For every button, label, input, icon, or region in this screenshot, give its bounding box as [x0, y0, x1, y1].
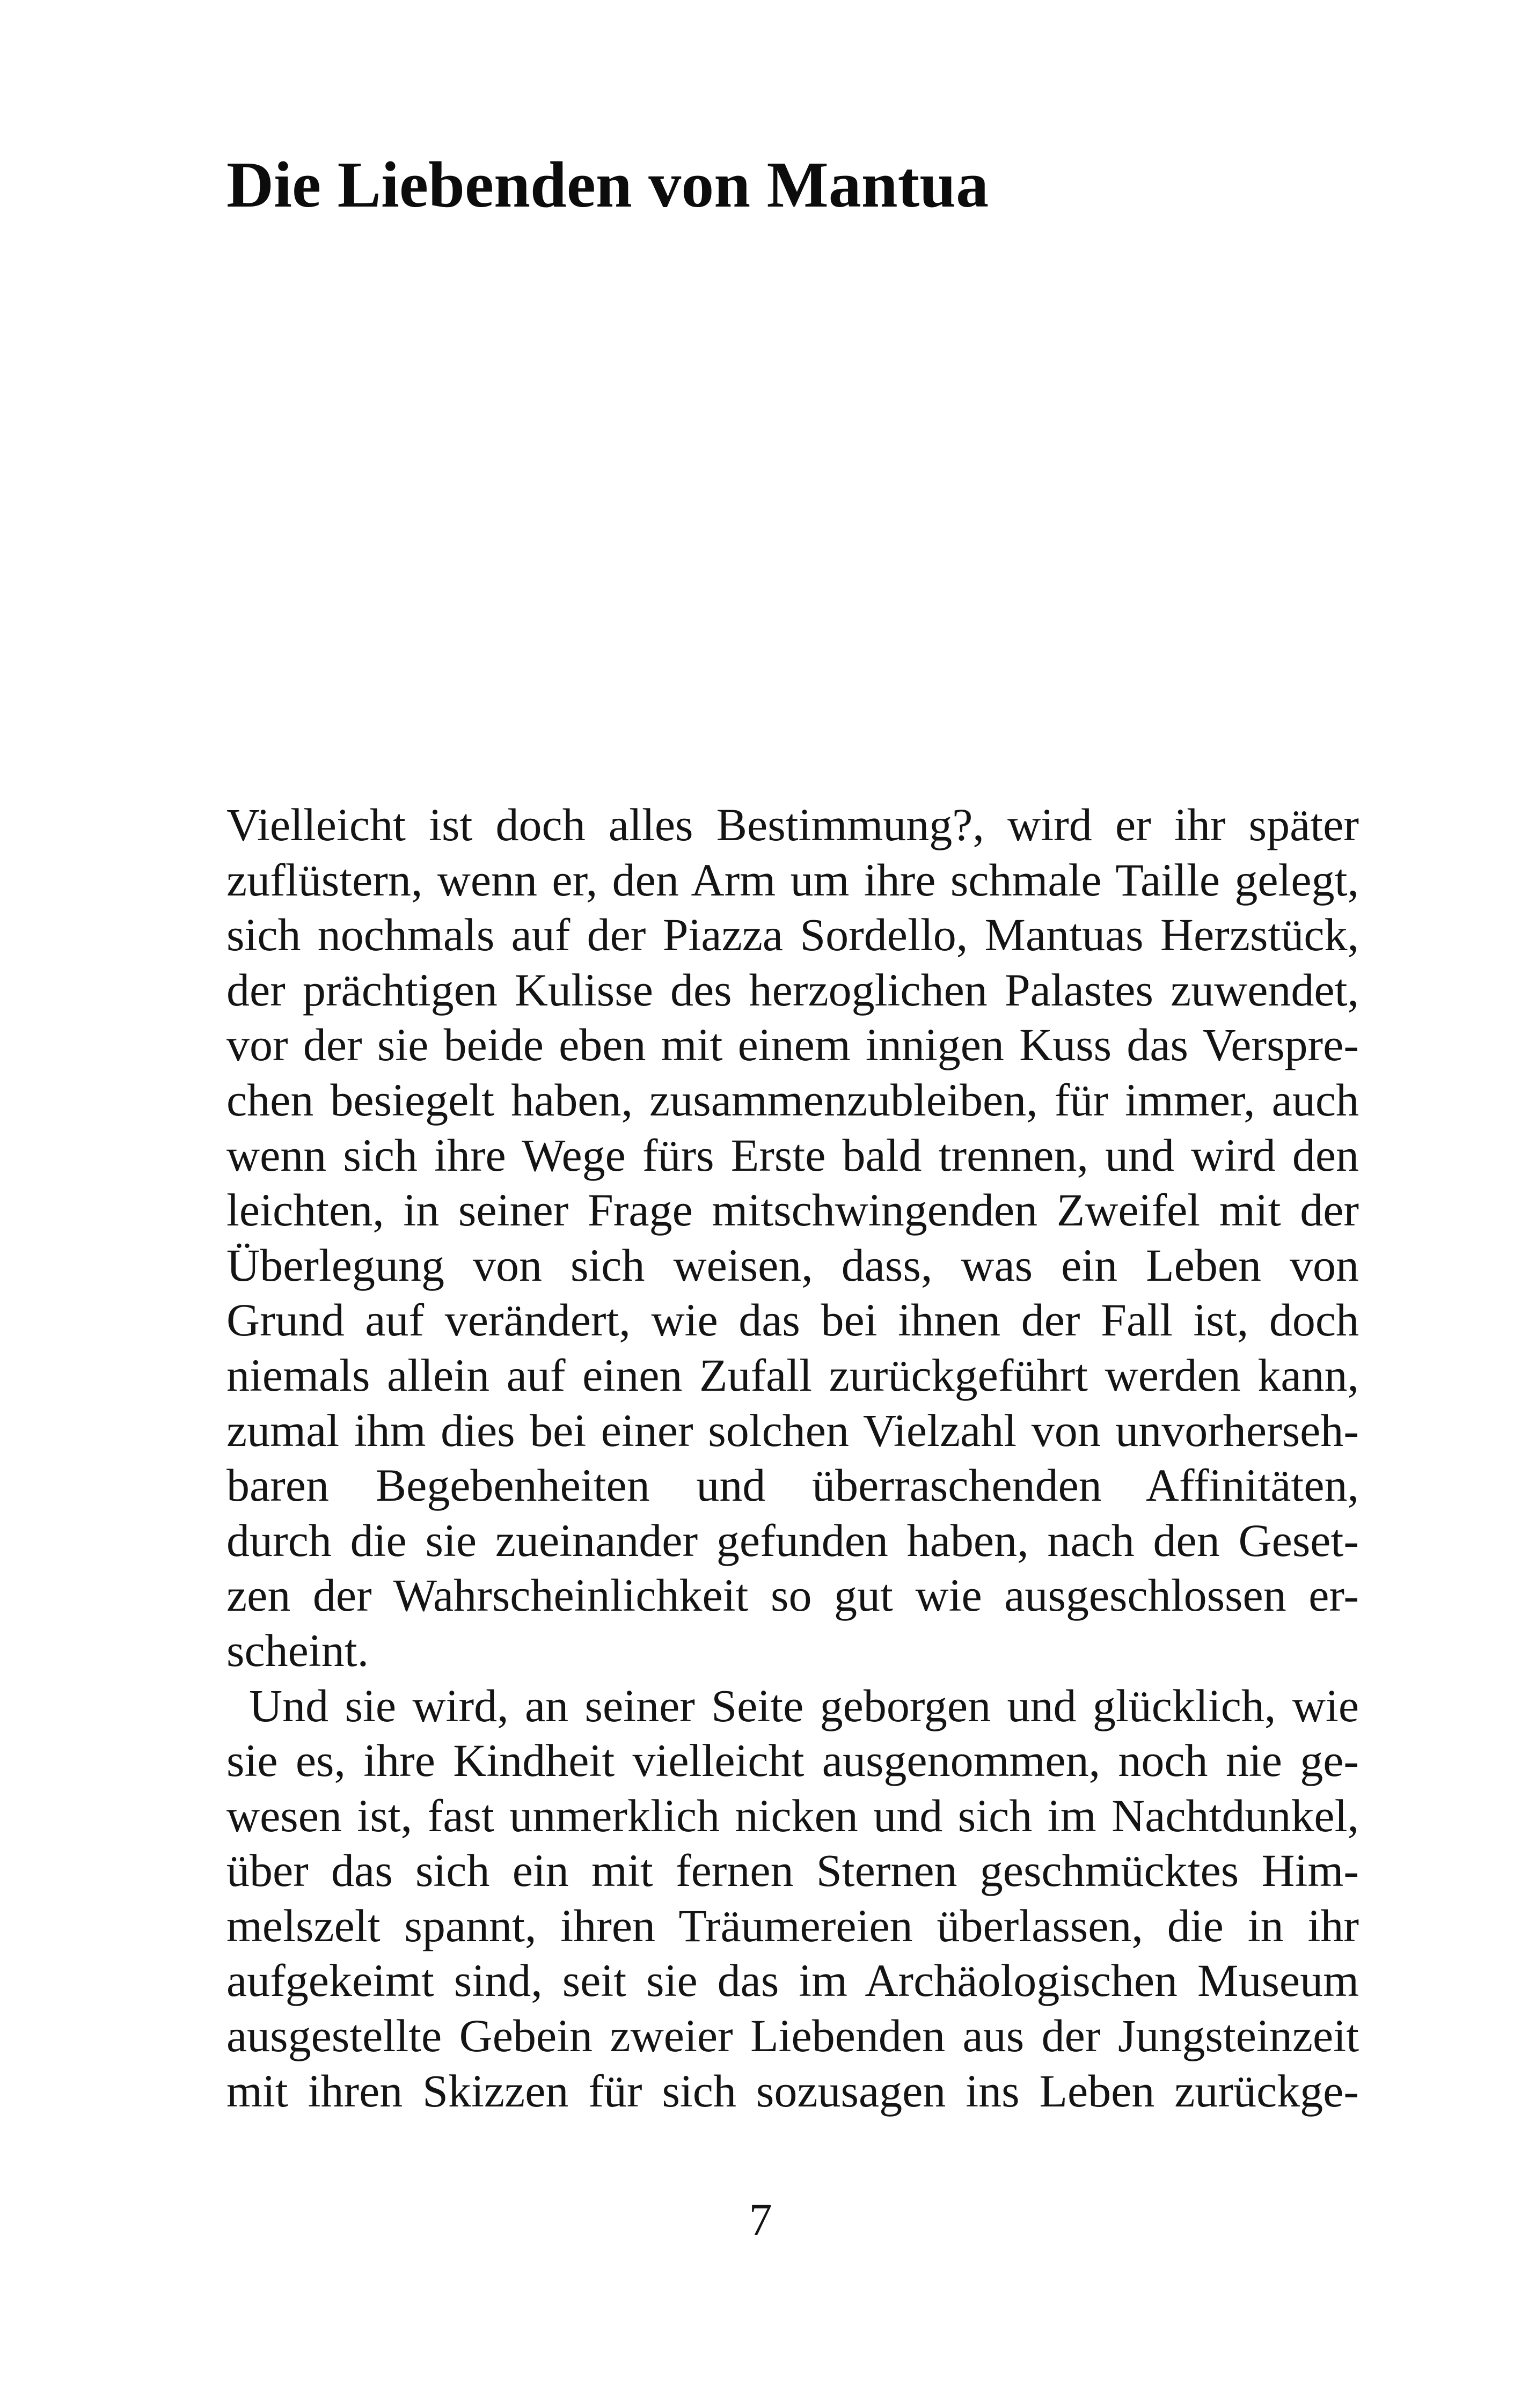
text-line: sich nochmals auf der Piazza Sordello, Mantuas Herzstück, — [226, 909, 1359, 961]
text-line: wesen ist, fast unmerklich nicken und sich im Nachtdunkel, — [226, 1789, 1359, 1841]
text-line: niemals allein auf einen Zufall zurückgeführt werden kann, — [226, 1349, 1359, 1401]
text-line: baren Begebenheiten und überraschenden Affinitäten, — [226, 1459, 1359, 1511]
text-line: Und sie wird, an seiner Seite geborgen und glücklich, wie — [249, 1679, 1359, 1731]
text-line: Vielleicht ist doch alles Bestimmung?, wird er ihr später — [226, 799, 1359, 850]
text-line: wenn sich ihre Wege fürs Erste bald trennen, und wird den — [226, 1129, 1359, 1181]
text-line: Grund auf verändert, wie das bei ihnen der Fall ist, doch — [226, 1294, 1359, 1346]
text-line: vor der sie beide eben mit einem innigen Kuss das Verspre- — [226, 1019, 1359, 1071]
text-line: melszelt spannt, ihren Träumereien überlassen, die in ihr — [226, 1899, 1359, 1951]
text-line: sie es, ihre Kindheit vielleicht ausgenommen, noch nie ge- — [226, 1735, 1359, 1787]
text-line: mit ihren Skizzen für sich sozusagen ins Leben zurückge- — [226, 2065, 1359, 2117]
text-line: zuflüstern, wenn er, den Arm um ihre schmale Taille gelegt, — [226, 854, 1359, 906]
text-line: zumal ihm dies bei einer solchen Vielzahl von unvorherseh- — [226, 1404, 1359, 1456]
text-line: ausgestellte Gebein zweier Liebenden aus der Jungsteinzeit — [226, 2010, 1359, 2062]
text-line: durch die sie zueinander gefunden haben, nach den Geset- — [226, 1514, 1359, 1566]
body-text — [226, 797, 1359, 2118]
text-line: zen der Wahrscheinlichkeit so gut wie ausgeschlossen er- — [226, 1569, 1359, 1621]
page-number: 7 — [749, 2194, 772, 2245]
text-line: über das sich ein mit fernen Sternen geschmücktes Him- — [226, 1845, 1359, 1897]
text-line: Überlegung von sich weisen, dass, was ein Leben von — [226, 1239, 1359, 1291]
text-line: scheint. — [226, 1624, 369, 1676]
text-line: aufgekeimt sind, seit sie das im Archäologischen Museum — [226, 1955, 1359, 2007]
text-line: der prächtigen Kulisse des herzoglichen Palastes zuwendet, — [226, 964, 1359, 1016]
text-line: leichten, in seiner Frage mitschwingenden Zweifel mit der — [226, 1184, 1359, 1236]
chapter-title: Die Liebenden von Mantua — [226, 149, 989, 221]
text-line: chen besiegelt haben, zusammenzubleiben, für immer, auch — [226, 1074, 1359, 1126]
